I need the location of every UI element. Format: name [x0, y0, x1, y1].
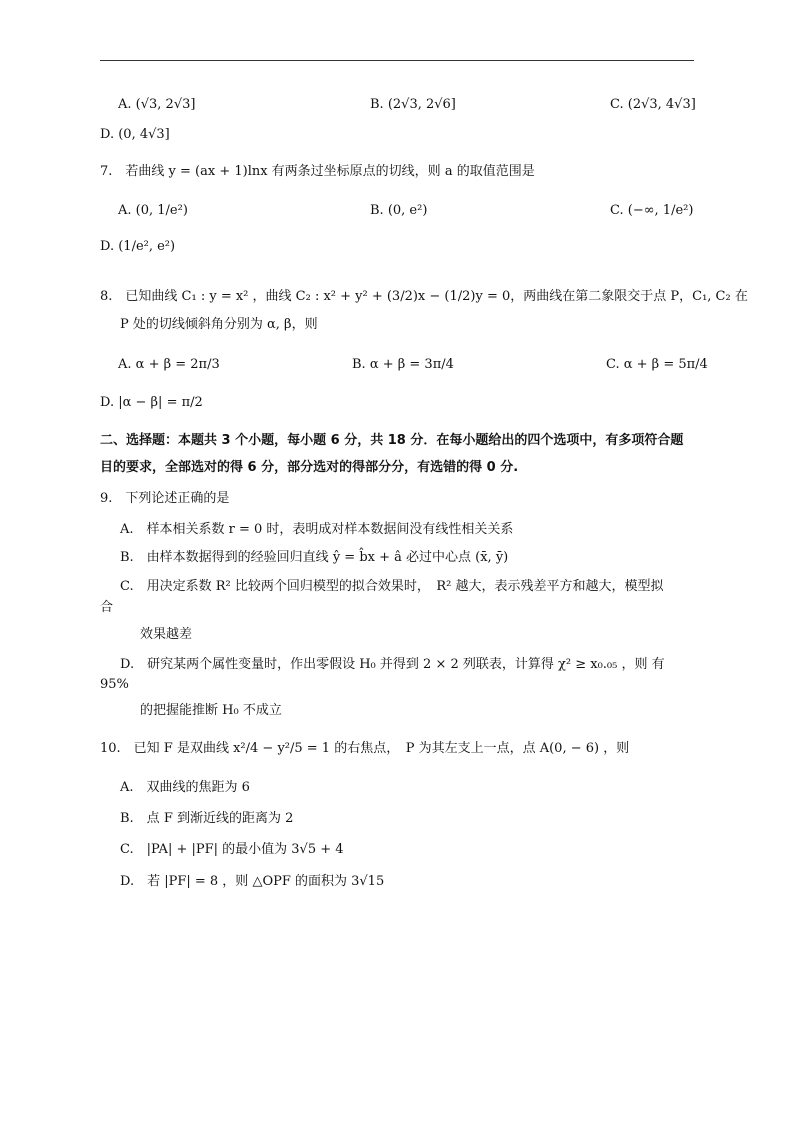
q6-option-b: B. (2√3, 2√6]: [370, 97, 456, 112]
q9-option-c-line3: 效果越差: [140, 627, 193, 642]
q10-option-b: B. 点 F 到渐近线的距离为 2: [120, 811, 294, 826]
q8-stem-line1: 8. 已知曲线 C₁ : y = x² ，曲线 C₂ : x² + y² + (3/2)x − (1/2)y = 0，两曲线在第二象限交于点 P，C₁, C₂ 在: [100, 289, 748, 304]
q9-option-c-line1: C. 用决定系数 R² 比较两个回归模型的拟合效果时， R² 越大，表示残差平方和越大，模型拟: [120, 579, 664, 594]
q6-option-a: A. (√3, 2√3]: [118, 97, 196, 112]
section2-line1: 二、选择题：本题共 3 个小题，每小题 6 分，共 18 分．在每小题给出的四个选项中，有多项符合题: [100, 433, 684, 448]
q7-option-c: C. (−∞, 1/e²): [610, 203, 694, 218]
q7-option-b: B. (0, e²): [370, 203, 428, 218]
q8-option-d: D. |α − β| = π/2: [100, 395, 203, 410]
q10-option-c: C. |PA| + |PF| 的最小值为 3√5 + 4: [120, 842, 344, 857]
q7-stem: 7. 若曲线 y = (ax + 1)lnx 有两条过坐标原点的切线，则 a 的取值范围是: [100, 164, 535, 179]
q9-option-d-line2: 95%: [100, 677, 129, 692]
q9-option-d-line3: 的把握能推断 H₀ 不成立: [140, 703, 282, 718]
q8-option-c: C. α + β = 5π/4: [606, 357, 708, 372]
header-rule: [100, 60, 694, 61]
q9-option-a: A. 样本相关系数 r = 0 时，表明成对样本数据间没有线性相关关系: [120, 522, 514, 537]
q10-option-d: D. 若 |PF| = 8 ，则 △OPF 的面积为 3√15: [120, 874, 385, 889]
q10-option-a: A. 双曲线的焦距为 6: [120, 780, 250, 795]
q8-stem-line2: P 处的切线倾斜角分别为 α, β，则: [120, 317, 318, 332]
section2-line2: 目的要求，全部选对的得 6 分，部分选对的得部分分，有选错的得 0 分.: [100, 460, 519, 475]
q10-stem: 10. 已知 F 是双曲线 x²/4 − y²/5 = 1 的右焦点， P 为其左支上一点，点 A(0, − 6) ，则: [100, 741, 630, 756]
q9-stem: 9. 下列论述正确的是: [100, 491, 230, 506]
q8-option-a: A. α + β = 2π/3: [118, 357, 220, 372]
q6-option-d: D. (0, 4√3]: [100, 127, 170, 142]
q9-option-d-line1: D. 研究某两个属性变量时，作出零假设 H₀ 并得到 2 × 2 列联表，计算得 χ² ≥ x₀.₀₅ ，则 有: [120, 657, 665, 672]
q8-option-b: B. α + β = 3π/4: [352, 357, 454, 372]
q7-option-d: D. (1/e², e²): [100, 239, 176, 254]
q6-option-c: C. (2√3, 4√3]: [610, 97, 696, 112]
q9-option-c-line2: 合: [100, 600, 114, 615]
q7-option-a: A. (0, 1/e²): [118, 203, 188, 218]
q9-option-b: B. 由样本数据得到的经验回归直线 ŷ = b̂x + â 必过中心点 (x̄, ȳ): [120, 550, 509, 565]
